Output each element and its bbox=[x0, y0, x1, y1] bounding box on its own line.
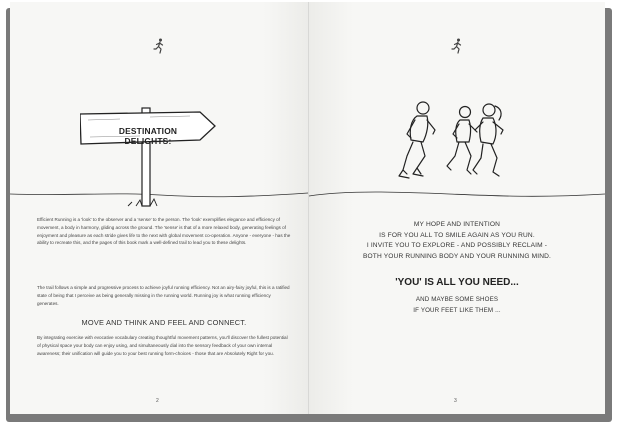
closing-line-2: IF YOUR FEET LIKE THEM ... bbox=[413, 307, 501, 314]
paragraph-2: The trail follows a simple and progressive process to achieve joyful running efficiency. Not an airy-fairy joyful, this is a ratified state of being that I perceive as being generally missing in the running world. Running joy is what running efficiency generates. bbox=[37, 285, 290, 306]
intention-text bbox=[309, 220, 605, 263]
signpost-illustration bbox=[80, 100, 230, 210]
intention-line-3: I INVITE YOU TO EXPLORE - AND POSSIBLY RECLAIM - bbox=[366, 242, 548, 250]
closing-text bbox=[309, 294, 605, 316]
intention-line-1: MY HOPE AND INTENTION bbox=[413, 221, 501, 228]
page-number-right: 3 bbox=[454, 398, 457, 404]
horizon-line bbox=[309, 178, 605, 208]
left-page bbox=[10, 2, 309, 414]
intention-line-4: BOTH YOUR RUNNING BODY AND YOUR RUNNING MIND. bbox=[362, 253, 552, 261]
section-heading: MOVE AND THINK AND FEEL AND CONNECT. bbox=[81, 318, 247, 327]
highlight-heading: 'YOU' IS ALL YOU NEED... bbox=[395, 277, 519, 288]
right-page bbox=[309, 2, 605, 414]
intention-line-2: IS FOR YOU ALL TO SMILE AGAIN AS YOU RUN. bbox=[379, 231, 535, 239]
paragraph-3: By integrating exercise with evocative vocabulary creating thoughtful movement patterns, you'll discover the fullest potential of physical space your body can enjoy using, and simultaneously dial into the sensory feedback of your own internal awareness; their unification will guide you to your best running form-choices - those that are Absolutely Right for you. bbox=[37, 335, 288, 356]
sign-label bbox=[105, 126, 191, 146]
sign-line-1: DESTINATION bbox=[118, 126, 178, 136]
paragraph-1: Efficient Running is a 'look' to the observer and a 'sense' to the person. The 'look' exemplifies elegance and efficiency of movement, a body in harmony, gliding across the ground. The 'sense' is that of a more relaxed body, generating feelings of enjoyment and pleasure as each stride gives life to the next with global movement co-operation. Anyone - everyone - has the ability to recreate this, and the pages of this book mark a well-defined trail to lead you to these delights. bbox=[37, 217, 291, 246]
running-figure-icon bbox=[451, 38, 463, 54]
sign-line-2: DELIGHTS: bbox=[124, 136, 172, 146]
closing-line-1: AND MAYBE SOME SHOES bbox=[415, 296, 499, 303]
running-figure-icon bbox=[153, 38, 165, 54]
page-number-left: 2 bbox=[156, 398, 159, 404]
